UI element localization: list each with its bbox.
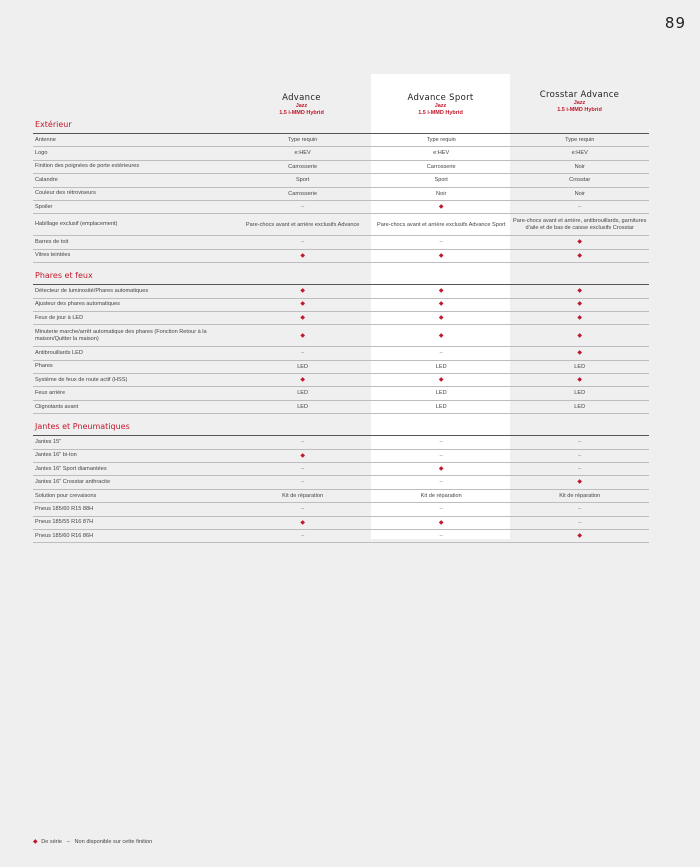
cell-value: Pare-chocs avant et arrière exclusifs Advance [245, 221, 360, 228]
table-row [33, 361, 649, 374]
dash-text: – [578, 506, 582, 513]
unavailable-dash [372, 439, 511, 446]
model-header-advance-sport [371, 93, 510, 117]
dash-text: – [439, 350, 443, 357]
dash-text: – [439, 452, 443, 459]
standard-dot-icon: ◆ [300, 252, 305, 259]
row-label: Calandre [35, 176, 58, 183]
row-label: Logo [35, 150, 48, 157]
unavailable-dash [510, 439, 649, 446]
table-row [33, 490, 649, 503]
standard-dot-icon [233, 520, 372, 527]
standard-dot-icon [510, 315, 649, 322]
table-row [33, 201, 649, 214]
table-row [33, 236, 649, 249]
standard-dot-icon: ◆ [438, 332, 444, 339]
cell-value: Type requin [426, 136, 456, 143]
standard-dot-icon [372, 253, 511, 260]
standard-dot-icon: ◆ [577, 288, 583, 295]
legend [33, 838, 152, 845]
row-label: Jantes 16" bi-ton [35, 452, 77, 459]
standard-dot-icon: ◆ [300, 301, 305, 308]
dash-text: – [301, 203, 305, 210]
table-row [33, 401, 649, 414]
dash-text: – [301, 479, 305, 486]
model-sub2: 1.5 i-MMD Hybrid [557, 107, 602, 113]
cell-value: LED [435, 363, 447, 370]
standard-dot-icon: ◆ [438, 288, 444, 295]
dash-text: – [301, 465, 305, 472]
dash-text: – [439, 479, 443, 486]
standard-dot-icon: ◆ [438, 203, 444, 210]
row-label: Pneus 185/55 R16 87H [35, 519, 94, 526]
cell-value: Pare-chocs avant et arrière, antibrouillards, garnitures d'aile et de bas de caisse exclusifs Crosstar [513, 218, 647, 231]
standard-dot-icon: ◆ [577, 301, 583, 308]
row-label: Antenne [35, 136, 56, 143]
row-label: Pneus 185/60 R16 86H [35, 532, 94, 539]
unavailable-dash [510, 466, 649, 473]
dash-text: – [578, 465, 582, 472]
standard-dot-icon [372, 204, 511, 211]
table-row [33, 285, 649, 298]
table-row [33, 374, 649, 387]
row-label: Finition des poignées de porte extérieures [35, 163, 140, 170]
standard-dot-icon: ◆ [577, 479, 583, 486]
section-title: Extérieur [33, 118, 649, 134]
standard-dot-icon: ◆ [577, 314, 583, 321]
standard-dot-icon: ◆ [438, 519, 444, 526]
cell-value: LED [574, 390, 586, 397]
model-name: Crosstar Advance [539, 90, 620, 100]
table-row [33, 214, 649, 236]
standard-dot-icon: ◆ [438, 377, 444, 384]
unavailable-dash [372, 350, 511, 357]
standard-dot-icon [233, 301, 372, 308]
spec-table [33, 118, 649, 543]
unavailable-dash [372, 506, 511, 513]
cell-value: Crosstar [569, 177, 591, 184]
model-header-advance [232, 93, 371, 117]
table-row [33, 503, 649, 516]
row-label: Vitres teintées [35, 252, 71, 259]
standard-dot-icon [372, 520, 511, 527]
cell-value: Pare-chocs avant et arrière exclusifs Advance Sport [376, 221, 506, 228]
model-sub2: 1.5 i-MMD Hybrid [418, 110, 463, 116]
standard-dot-icon [510, 239, 649, 246]
cell-value: LED [574, 403, 586, 410]
row-label: Habillage exclusif (emplacement) [35, 221, 118, 228]
unavailable-dash [233, 533, 372, 540]
standard-dot-icon: ◆ [577, 252, 583, 259]
cell-value: Noir [574, 190, 585, 197]
model-sub2: 1.5 i-MMD Hybrid [279, 110, 324, 116]
unavailable-dash [372, 479, 511, 486]
standard-dot-icon: ◆ [577, 332, 583, 339]
cell-value: Sport [434, 177, 448, 184]
section-title: Jantes et Pneumatiques [33, 420, 649, 436]
standard-dot-icon: ◆ [300, 332, 305, 339]
row-label: Système de feux de route actif (HSS) [35, 376, 128, 383]
table-row [33, 530, 649, 543]
cell-value: LED [297, 403, 309, 410]
standard-dot-icon [372, 333, 511, 340]
legend-unavailable: Non disponible sur cette finition [74, 839, 153, 845]
row-label: Minuterie marche/arrêt automatique des phares (Fonction Retour à la maison/Quitter la maison) [35, 328, 207, 342]
standard-dot-icon: ◆ [577, 377, 583, 384]
dash-text: – [578, 519, 582, 526]
unavailable-dash [233, 506, 372, 513]
model-header-crosstar-advance [510, 90, 649, 114]
standard-dot-icon [233, 315, 372, 322]
table-row [33, 250, 649, 263]
cell-value: Noir [436, 190, 447, 197]
standard-dot-icon [510, 350, 649, 357]
row-label: Feux arrière [35, 390, 66, 397]
standard-dot-icon: ◆ [300, 288, 305, 295]
row-label: Jantes 16" Sport diamantées [35, 465, 107, 472]
table-row [33, 436, 649, 449]
page-number: 89 [664, 14, 686, 32]
cell-value: e:HEV [571, 150, 588, 157]
legend-standard: De série [41, 839, 63, 845]
table-row [33, 517, 649, 530]
dash-text: – [439, 439, 443, 446]
standard-dot-icon [372, 288, 511, 295]
standard-dot-icon [510, 333, 649, 340]
row-label: Détecteur de luminosité/Phares automatiques [35, 287, 149, 294]
table-row [33, 387, 649, 400]
row-label: Couleur des rétroviseurs [35, 190, 96, 197]
dash-text: – [439, 532, 443, 539]
unavailable-dash [233, 466, 372, 473]
cell-value: Kit de réparation [559, 492, 601, 499]
standard-dot-icon: ◆ [300, 452, 305, 459]
standard-dot-icon: ◆ [33, 839, 38, 845]
cell-value: e:HEV [294, 150, 311, 157]
cell-value: Kit de réparation [282, 492, 324, 499]
dash-text: – [301, 506, 305, 513]
standard-dot-icon [510, 479, 649, 486]
table-row [33, 476, 649, 489]
row-label: Barres de toit [35, 239, 69, 246]
standard-dot-icon [233, 333, 372, 340]
table-row [33, 312, 649, 325]
dash-text: – [301, 532, 305, 539]
cell-value: Carrosserie [426, 163, 456, 170]
row-label: Spoiler [35, 203, 53, 210]
row-label: Clignotants avant [35, 403, 79, 410]
cell-value: LED [297, 363, 309, 370]
cell-value: Carrosserie [288, 163, 318, 170]
unavailable-dash [233, 479, 372, 486]
standard-dot-icon [233, 453, 372, 460]
dash-text: – [578, 452, 582, 459]
table-row [33, 325, 649, 347]
row-label: Feux de jour à LED [35, 314, 84, 321]
cell-value: Noir [574, 163, 585, 170]
cell-value: LED [574, 363, 586, 370]
standard-dot-icon [510, 301, 649, 308]
dash-text: – [578, 203, 582, 210]
model-name: Advance [282, 93, 321, 103]
model-sub1: Jazz [295, 103, 308, 109]
standard-dot-icon: ◆ [438, 252, 444, 259]
cell-value: LED [435, 403, 447, 410]
dash-text: – [578, 439, 582, 446]
standard-dot-icon: ◆ [577, 532, 583, 539]
unavailable-dash [372, 239, 511, 246]
table-row [33, 463, 649, 476]
model-sub1: Jazz [573, 100, 586, 106]
table-row [33, 188, 649, 201]
row-label: Pneus 185/60 R15 88H [35, 505, 94, 512]
standard-dot-icon [233, 288, 372, 295]
row-label: Ajusteur des phares automatiques [35, 301, 120, 308]
row-label: Phares [35, 363, 53, 370]
dash-text: – [301, 439, 305, 446]
standard-dot-icon: ◆ [300, 377, 305, 384]
cell-value: Type requin [288, 136, 318, 143]
cell-value: Sport [295, 177, 310, 184]
standard-dot-icon: ◆ [438, 301, 444, 308]
cell-value: LED [297, 390, 309, 397]
cell-value: Type requin [565, 136, 595, 143]
standard-dot-icon: ◆ [438, 465, 444, 472]
unavailable-dash [372, 453, 511, 460]
cell-value: Carrosserie [288, 190, 318, 197]
standard-dot-icon [372, 315, 511, 322]
unavailable-dash [510, 204, 649, 211]
standard-dot-icon: ◆ [577, 239, 583, 246]
legend-dash: – [66, 839, 70, 845]
cell-value: e:HEV [433, 150, 450, 157]
unavailable-dash [510, 520, 649, 527]
standard-dot-icon [510, 377, 649, 384]
table-row [33, 347, 649, 360]
standard-dot-icon [372, 466, 511, 473]
section-title: Phares et feux [33, 269, 649, 285]
model-sub1: Jazz [434, 103, 447, 109]
standard-dot-icon: ◆ [300, 519, 305, 526]
table-row [33, 161, 649, 174]
standard-dot-icon: ◆ [438, 314, 444, 321]
cell-value: Kit de réparation [420, 492, 462, 499]
table-row [33, 450, 649, 463]
table-row [33, 299, 649, 312]
standard-dot-icon [372, 377, 511, 384]
dash-text: – [301, 239, 305, 246]
standard-dot-icon [510, 288, 649, 295]
cell-value: LED [435, 390, 447, 397]
row-label: Antibrouillards LED [35, 349, 83, 356]
row-label: Jantes 15" [35, 438, 62, 445]
table-row [33, 147, 649, 160]
standard-dot-icon: ◆ [300, 314, 305, 321]
row-label: Solution pour crevaisons [35, 492, 97, 499]
standard-dot-icon [233, 377, 372, 384]
model-name: Advance Sport [407, 93, 474, 103]
unavailable-dash [233, 439, 372, 446]
dash-text: – [439, 239, 443, 246]
unavailable-dash [233, 350, 372, 357]
standard-dot-icon [233, 253, 372, 260]
row-label: Jantes 16" Crosstar anthracite [35, 479, 111, 486]
standard-dot-icon [510, 533, 649, 540]
dash-text: – [439, 506, 443, 513]
unavailable-dash [233, 204, 372, 211]
unavailable-dash [510, 453, 649, 460]
standard-dot-icon [372, 301, 511, 308]
unavailable-dash [510, 506, 649, 513]
dash-text: – [301, 350, 305, 357]
standard-dot-icon: ◆ [577, 350, 583, 357]
standard-dot-icon [510, 253, 649, 260]
unavailable-dash [372, 533, 511, 540]
unavailable-dash [233, 239, 372, 246]
table-row [33, 134, 649, 147]
table-row [33, 174, 649, 187]
